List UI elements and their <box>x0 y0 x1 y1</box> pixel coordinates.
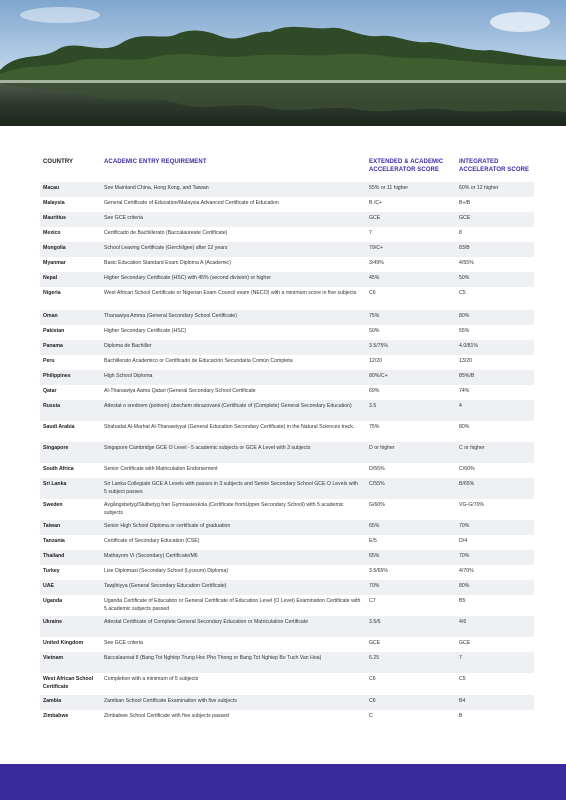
table-row <box>40 242 534 257</box>
table-row <box>40 325 534 340</box>
row-integrated-score: C5 <box>459 676 466 682</box>
row-extended-score: 3.5/75% <box>369 343 389 349</box>
row-country: Tanzania <box>43 538 65 544</box>
row-country: Zambia <box>43 698 62 704</box>
row-integrated-score: 4/70% <box>459 568 474 574</box>
table-header <box>40 158 534 182</box>
row-extended-score: 6.25 <box>369 655 380 661</box>
row-extended-score: 50% <box>369 328 380 334</box>
entry-requirements-table <box>40 158 534 725</box>
row-country: Myanmar <box>43 260 66 266</box>
header-requirement: ACADEMIC ENTRY REQUIREMENT <box>104 159 207 165</box>
row-country: Oman <box>43 313 58 319</box>
row-extended-score: 65% <box>369 523 380 529</box>
row-requirement: Uganda Certificate of Education or General Certificate of Education Level (O Level) Examination Certificate with 5 academic subjects passed <box>104 598 361 612</box>
row-integrated-score: D/4 <box>459 538 468 544</box>
row-requirement: Senior High School Diploma or certificate of graduation <box>104 523 231 529</box>
row-requirement: Mathayom VI (Secondary) Certificate/M6 <box>104 553 198 559</box>
row-extended-score: 75% <box>369 313 380 319</box>
row-extended-score: D or higher <box>369 445 395 451</box>
row-integrated-score: 80% <box>459 583 470 589</box>
row-country: Qatar <box>43 388 57 394</box>
row-country: Sweden <box>43 502 63 508</box>
table-row <box>40 272 534 287</box>
row-integrated-score: B <box>459 713 463 719</box>
row-extended-score: 55% or 11 higher <box>369 185 409 191</box>
header-integrated-score: INTEGRATED ACCELERATOR SCORE <box>459 159 530 173</box>
table-row <box>40 400 534 421</box>
table-row <box>40 673 534 695</box>
table-row <box>40 499 534 520</box>
row-integrated-score: 85%/B <box>459 373 475 379</box>
row-integrated-score: GCE <box>459 215 471 221</box>
table-row <box>40 616 534 637</box>
row-country: Taiwan <box>43 523 61 529</box>
row-extended-score: GCE <box>369 215 381 221</box>
row-country: Thailand <box>43 553 65 559</box>
row-country: Russia <box>43 403 61 409</box>
table-row <box>40 565 534 580</box>
row-requirement: Attestat Certificate of Complete General Secondary Education or Matriculation Certificate <box>104 619 309 625</box>
row-integrated-score: C or higher <box>459 445 485 451</box>
row-integrated-score: 80% <box>459 424 470 430</box>
row-country: Singapore <box>43 445 69 451</box>
table-body <box>40 182 534 725</box>
row-integrated-score: 13/20 <box>459 358 472 364</box>
table-row <box>40 355 534 370</box>
row-country: Philippines <box>43 373 71 379</box>
row-requirement: Tawjihiyya (General Secondary Education Certificate) <box>104 583 227 589</box>
row-country: Vietnam <box>43 655 64 661</box>
table-row <box>40 595 534 616</box>
row-requirement: Basic Education Standard Exam Diploma A (Academic) <box>104 260 231 266</box>
row-integrated-score: 70% <box>459 523 470 529</box>
row-extended-score: 3/49% <box>369 260 384 266</box>
row-country: Mauritius <box>43 215 67 221</box>
row-extended-score: B /C+ <box>369 200 383 206</box>
table-row <box>40 652 534 673</box>
row-integrated-score: 80% <box>459 313 470 319</box>
table-row <box>40 340 534 355</box>
header-country: COUNTRY <box>43 159 74 165</box>
row-integrated-score: 8 <box>459 230 462 236</box>
table-row <box>40 310 534 325</box>
row-country: Malaysia <box>43 200 65 206</box>
row-extended-score: 65% <box>369 553 380 559</box>
table-row <box>40 478 534 499</box>
row-country: South Africa <box>43 466 74 472</box>
footer-band <box>0 764 566 800</box>
row-integrated-score: VG-G/70% <box>459 502 485 508</box>
row-requirement: Sri Lanka Collegiate GCE A Levels with passes in 3 subjects and Senior Secondary School GCE O Levels with 5 subject passes <box>104 481 359 495</box>
row-country: United Kingdom <box>43 640 84 646</box>
table-row <box>40 580 534 595</box>
row-extended-score: G/60% <box>369 502 385 508</box>
table-row <box>40 182 534 197</box>
row-extended-score: 45% <box>369 275 380 281</box>
row-requirement: General Certificate of Education/Malaysia Advanced Certificate of Education <box>104 200 279 206</box>
row-integrated-score: 4/6 <box>459 619 467 625</box>
row-requirement: School Leaving Certificate (Gerchilgee) after 12 years <box>104 245 228 251</box>
row-extended-score: 69% <box>369 388 380 394</box>
row-integrated-score: B5 <box>459 598 466 604</box>
row-integrated-score: 4 <box>459 403 462 409</box>
row-country: Ukraine <box>43 619 63 625</box>
row-requirement: See GCE criteria <box>104 215 143 221</box>
row-integrated-score: 60% or 12 higher <box>459 185 499 191</box>
table-row <box>40 287 534 310</box>
table-row <box>40 257 534 272</box>
row-extended-score: E/5 <box>369 538 377 544</box>
row-requirement: Senior Certificate with Matriculation Endorsement <box>104 466 218 472</box>
table-row <box>40 421 534 442</box>
row-extended-score: 3.5/6 <box>369 619 381 625</box>
table-row <box>40 197 534 212</box>
table-row <box>40 212 534 227</box>
row-country: UAE <box>43 583 54 589</box>
row-extended-score: C <box>369 713 373 719</box>
row-integrated-score: B/65% <box>459 481 475 487</box>
table-row <box>40 442 534 463</box>
row-extended-score: 70% <box>369 583 380 589</box>
table-row <box>40 695 534 710</box>
row-requirement: Diploma de Bachiller <box>104 343 152 349</box>
row-extended-score: C/55% <box>369 481 385 487</box>
row-integrated-score: 70% <box>459 553 470 559</box>
row-extended-score: C6 <box>369 290 376 296</box>
row-country: Nigeria <box>43 290 61 296</box>
row-integrated-score: 83/B <box>459 245 470 251</box>
row-integrated-score: 55% <box>459 328 470 334</box>
table-row <box>40 463 534 478</box>
row-integrated-score: C5 <box>459 290 466 296</box>
table-row <box>40 637 534 652</box>
row-integrated-score: 74% <box>459 388 470 394</box>
row-requirement: See Mainland China, Hong Kong, and Taiwan <box>104 185 209 191</box>
lake-photo-banner <box>0 0 566 126</box>
row-country: Nepal <box>43 275 58 281</box>
header-extended-score: EXTENDED & ACADEMIC ACCELERATOR SCORE <box>369 159 444 173</box>
row-requirement: Singapore Cambridge GCE O Level - 5 academic subjects or GCE A Level with 3 subjects <box>104 445 311 451</box>
row-extended-score: 7 <box>369 230 372 236</box>
row-requirement: Zimbabwe School Certificate with five subjects passed <box>104 713 229 719</box>
row-country: West African School Certificate <box>43 676 94 690</box>
row-country: Zimbabwe <box>43 713 69 719</box>
table-row <box>40 710 534 725</box>
row-requirement: Attestat o srednem (polnom) obschem obrazovanii (Certificate of (Complete) General Secondary Education) <box>104 403 352 409</box>
row-extended-score: D/55% <box>369 466 385 472</box>
row-requirement: Zambian School Certificate Examination with five subjects <box>104 698 237 704</box>
row-integrated-score: C/60% <box>459 466 475 472</box>
row-extended-score: 79/C+ <box>369 245 383 251</box>
row-extended-score: 3.5/65% <box>369 568 389 574</box>
row-integrated-score: GCE <box>459 640 471 646</box>
table-row <box>40 520 534 535</box>
table-row <box>40 385 534 400</box>
table-row <box>40 227 534 242</box>
row-country: Panama <box>43 343 63 349</box>
table-row <box>40 550 534 565</box>
row-extended-score: 12/20 <box>369 358 382 364</box>
row-integrated-score: 50% <box>459 275 470 281</box>
row-country: Mongolia <box>43 245 66 251</box>
row-requirement: West African School Certificate or Nigerian Exam Council exam (NECO) with a minimum score in five subjects <box>104 290 357 296</box>
row-requirement: Lise Diplomasi (Secondary School (Lyceum) Diploma) <box>104 568 229 574</box>
row-country: Saudi Arabia <box>43 424 75 430</box>
row-integrated-score: 4.0/81% <box>459 343 479 349</box>
row-integrated-score: B4 <box>459 698 466 704</box>
row-requirement: Baccalaureat II (Bang Tot Nghiep Trung Hoc Pho Thong or Bang Tot Nghiep Bo Tuch Van Hoa) <box>104 655 322 661</box>
row-extended-score: C7 <box>369 598 376 604</box>
row-country: Macau <box>43 185 60 191</box>
row-country: Uganda <box>43 598 63 604</box>
row-requirement: Certificate of Secondary Education (CSE) <box>104 538 200 544</box>
row-requirement: Certificado de Bachillerato (Baccalaureate Certificate) <box>104 230 228 236</box>
row-country: Peru <box>43 358 55 364</box>
row-requirement: Thanawiya Amma (General Secondary School Certificate) <box>104 313 237 319</box>
row-requirement: Al-Thanawiya Aama Qatari (General Secondary School Certificate <box>104 388 256 394</box>
row-requirement: High School Diploma <box>104 373 153 379</box>
row-extended-score: 3.5 <box>369 403 377 409</box>
row-extended-score: 80%/C+ <box>369 373 388 379</box>
row-country: Sri Lanka <box>43 481 67 487</box>
row-integrated-score: 7 <box>459 655 462 661</box>
row-extended-score: 75% <box>369 424 380 430</box>
row-extended-score: C6 <box>369 676 376 682</box>
table-row <box>40 535 534 550</box>
row-extended-score: C6 <box>369 698 376 704</box>
row-integrated-score: B+/B <box>459 200 471 206</box>
row-extended-score: GCE <box>369 640 381 646</box>
row-requirement: See GCE criteria <box>104 640 143 646</box>
row-requirement: Higher Secondary Certificate (HSC) with 45% (second division) or higher <box>104 275 271 281</box>
row-requirement: Higher Secondary Certificate (HSC) <box>104 328 187 334</box>
row-requirement: Shahadat Al-Marhat Al-Thanawiyyat (General Education Secondary Certificate) in the Natural Sciences track. <box>104 424 355 430</box>
row-country: Mexico <box>43 230 61 236</box>
row-requirement: Bachillerato Academico or Certificado de Educación Secundaria Común Completa <box>104 358 293 364</box>
row-country: Pakistan <box>43 328 65 334</box>
row-integrated-score: 4/55% <box>459 260 474 266</box>
row-requirement: Completion with a minimum of 5 subjects <box>104 676 199 682</box>
table-row <box>40 370 534 385</box>
row-country: Turkey <box>43 568 60 574</box>
row-requirement: Avgångsbetyg/Slutbetyg fran Gymnasieskola (Certificate fromUpper Secondary School) with 5 academic subjects <box>104 502 344 516</box>
